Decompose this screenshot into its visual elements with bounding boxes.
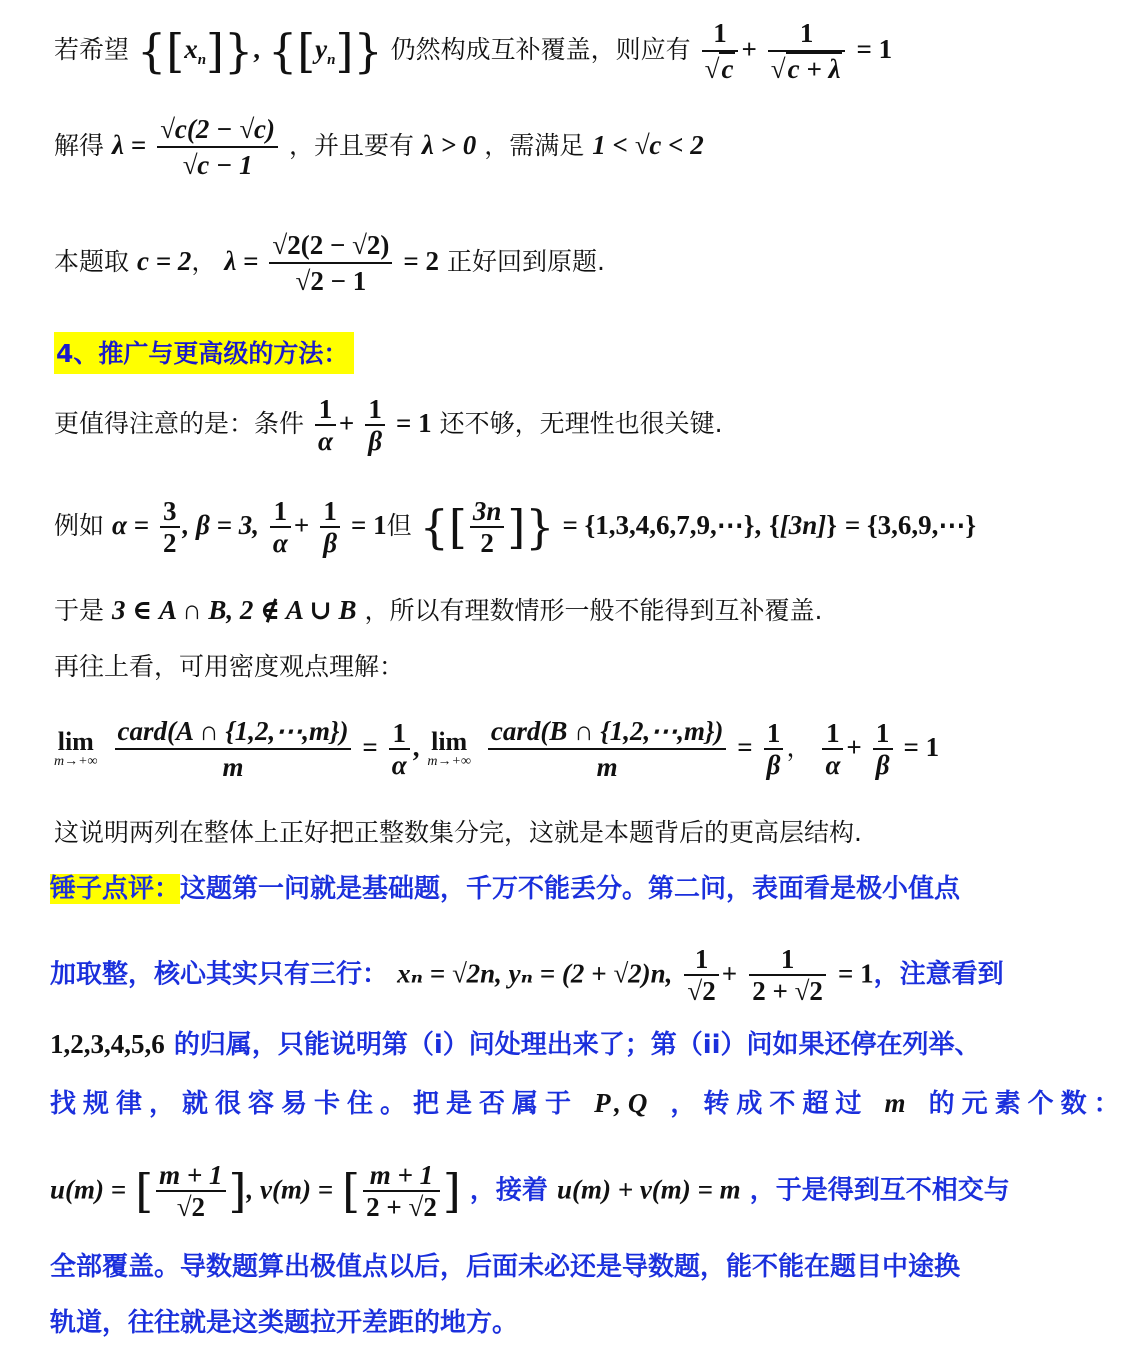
fraction-lambda-solution: $\frac{√c(2 - √c)}{√c - 1}$: [157, 112, 278, 182]
line-example: 例如 α = $\frac{3}{2}$ , β = 3, $\frac{1}{\alpha}$ + $\frac{1}{\beta}$ = 1但 {[ $\frac{3n}{2}$ ]} = {1,3,4,6,7,9,⋯}, {[3n]} = {3,6,9,⋯}: [54, 496, 977, 558]
line-higher-structure: 这说明两列在整体上正好把正整数集分完，这就是本题背后的更高层结构.: [54, 818, 862, 847]
fraction-1-over-sqrt-c: $\frac{1}{√c}$: [702, 16, 739, 86]
fraction-1-over-sqrt-c-plus-lambda: $\frac{1}{√c + \lambda}$: [768, 16, 846, 86]
fraction-1-over-beta: $\frac{1}{\beta}$: [365, 394, 385, 456]
fraction-lambda-value: $\frac{√2(2 - √2)}{√2 - 1}$: [269, 228, 392, 298]
review-line-3: 1,2,3,4,5,6 的归属，只能说明第（i）问处理出来了；第（ii）问如果还停在列举、: [50, 1029, 981, 1060]
line-take-c-2: 本题取 c = 2， λ = $\frac{√2(2 - √2)}{√2 - 1}$ = 2 正好回到原题.: [54, 230, 605, 296]
section-heading: 4、推广与更高级的方法：: [54, 332, 354, 374]
review-line-5: u(m) = [ $\frac{m + 1}{√2}$ ], v(m) = [ $\frac{m + 1}{2 + √2}$ ] ，接着 u(m) + v(m) = m ，于是得到互不相交与: [50, 1160, 1010, 1222]
line-density-formula: lim m→+∞ $\frac{\text{card(A ∩ \{1,2,⋯,m\})}}{m}$ = $\frac{1}{\alpha}$ , lim m→+∞ $\frac{\text{card(B ∩ \{1,2,⋯,m\})}}{m}$ = $\frac{1}{\beta}$ ， $\frac{1}{\alpha}$ + $\frac{1}{\beta}$ = 1: [54, 716, 940, 782]
fraction-card-B: $\frac{\text{card(B ∩ \{1,2,⋯,m\})}}{m}$: [488, 714, 726, 784]
line-rational-case: 于是 3 ∈ A ∩ B, 2 ∉ A ∪ B ，所以有理数情形一般不能得到互补覆盖.: [54, 595, 823, 625]
line-density-view: 再往上看，可用密度观点理解：: [54, 652, 405, 681]
line-condition-not-enough: 更值得注意的是：条件 $\frac{1}{\alpha}$ + $\frac{1}{\beta}$ = 1 还不够，无理性也很关键.: [54, 394, 723, 456]
review-line-6: 全部覆盖。导数题算出极值点以后，后面未必还是导数题，能不能在题目中途换: [50, 1252, 961, 1282]
line-complement-condition: 若希望 $\{[x_n]\}$, $\{[y_n]\}$ 仍然构成互补覆盖，则应有 $\frac{1}{√c}$ + $\frac{1}{√c + \lambda}$ = 1: [54, 18, 893, 84]
review-line-1: 锤子点评：这题第一问就是基础题，千万不能丢分。第二问，表面看是极小值点: [50, 874, 961, 904]
fraction-3-over-2: $\frac{3}{2}$: [160, 496, 180, 558]
fraction-3n-over-2: $\frac{3n}{2}$: [470, 496, 505, 558]
review-line-2: 加取整，核心其实只有三行： xₙ = √2n, yₙ = (2 + √2)n, $\frac{1}{√2}$ + $\frac{1}{2 + √2}$ = 1，注意看到: [50, 944, 1004, 1006]
review-line-7: 轨道，往往就是这类题拉开差距的地方。: [50, 1308, 519, 1338]
fraction-1-over-alpha: $\frac{1}{\alpha}$: [315, 394, 336, 456]
fraction-card-A: $\frac{\text{card(A ∩ \{1,2,⋯,m\})}}{m}$: [115, 714, 352, 784]
review-line-4: 找规律，就很容易卡住。把是否属于 P,Q ，转成不超过 m 的元素个数：: [50, 1088, 1127, 1119]
review-label: 锤子点评：: [50, 874, 181, 904]
line-solve-lambda: 解得 λ = $\frac{√c(2 - √c)}{√c - 1}$ ，并且要有 λ > 0 ，需满足 1 < √c < 2: [54, 114, 704, 180]
